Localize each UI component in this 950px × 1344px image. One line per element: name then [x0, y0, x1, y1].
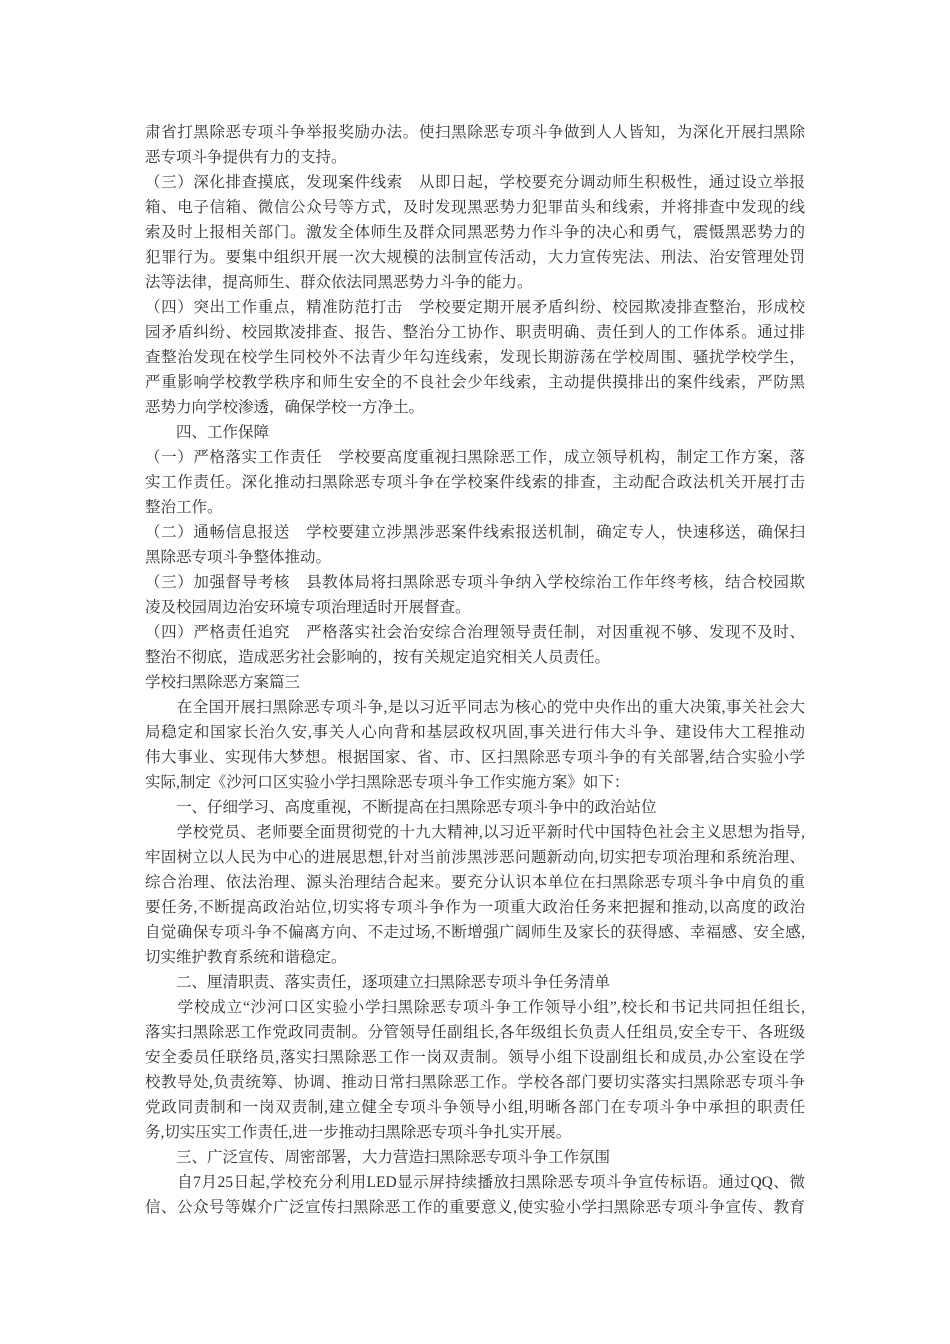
text-line: 整治工作。 [145, 499, 223, 516]
text-line: 综合治理、依法治理、源头治理结合起来。要充分认识本单位在扫黑除恶专项斗争中肩负的重 [145, 874, 805, 891]
paragraph [145, 120, 805, 170]
text-line: 严重影响学校教学秩序和师生安全的不良社会少年线索，主动提供摸排出的案件线索，严防黑 [145, 374, 805, 391]
paragraph [145, 520, 805, 570]
paragraph [145, 995, 805, 1145]
paragraph [145, 445, 805, 520]
paragraph [145, 570, 805, 620]
text-line: 落实扫黑除恶工作党政同责制。分管领导任副组长,各年级组长负责人任组员,安全专干、各班级 [145, 1024, 805, 1041]
text-line: 务,切实压实工作责任,进一步推动扫黑除恶专项斗争扎实开展。 [145, 1124, 572, 1141]
paragraph [145, 295, 805, 420]
text-line: 安全委员任联络员,落实扫黑除恶工作一岗双责制。领导小组下设副组长和成员,办公室设在学 [145, 1049, 805, 1066]
text-line: 箱、电子信箱、微信公众号等方式，及时发现黑恶势力犯罪苗头和线索，并将排查中发现的线 [145, 199, 805, 216]
text-line: 要任务,不断提高政治站位,切实将专项斗争作为一项重大政治任务来把握和推动,以高度的政治 [145, 899, 805, 916]
paragraph [145, 1145, 805, 1170]
text-line: 党政同责制和一岗双责制,建立健全专项斗争领导小组,明晰各部门在专项斗争中承担的职责任 [145, 1099, 805, 1116]
paragraph [145, 170, 805, 295]
text-line: 黑除恶专项斗争整体推动。 [145, 549, 332, 566]
text-line: 肃省打黑除恶专项斗争举报奖励办法。使扫黑除恶专项斗争做到人人皆知，为深化开展扫黑除 [145, 124, 805, 141]
text-line: 校教导处,负责统筹、协调、推动日常扫黑除恶工作。学校各部门要切实落实扫黑除恶专项斗争 [145, 1074, 805, 1091]
text-line: 法等法律，提高师生、群众依法同黑恶势力斗争的能力。 [145, 274, 533, 291]
paragraph [145, 670, 805, 695]
text-line: 恶势力向学校渗透，确保学校一方净土。 [145, 399, 425, 416]
text-line: 在全国开展扫黑除恶专项斗争,是以习近平同志为核心的党中央作出的重大决策,事关社会大 [145, 699, 805, 716]
text-line: （四）严格责任追究 严格落实社会治安综合治理领导责任制，对因重视不够、发现不及时、 [145, 624, 805, 641]
text-line: 凌及校园周边治安环境专项治理适时开展督查。 [145, 599, 471, 616]
paragraph [145, 795, 805, 820]
text-line: 切实维护教育系统和谐稳定。 [145, 949, 347, 966]
text-line: 一、仔细学习、高度重视，不断提高在扫黑除恶专项斗争中的政治站位 [145, 799, 657, 816]
text-line: （四）突出工作重点，精准防范打击 学校要定期开展矛盾纠纷、校园欺凌排查整治，形成校 [145, 299, 805, 316]
document-page [145, 0, 805, 1220]
paragraph [145, 620, 805, 670]
text-line: 整治不彻底，造成恶劣社会影响的，按有关规定追究相关人员责任。 [145, 649, 611, 666]
text-line: 自7月25日起,学校充分利用LED显示屏持续播放扫黑除恶专项斗争宣传标语。通过QQ、微 [145, 1174, 805, 1191]
text-line: 二、厘清职责、落实责任，逐项建立扫黑除恶专项斗争任务清单 [145, 974, 611, 991]
text-line: 四、工作保障 [145, 424, 270, 441]
text-line: （三）加强督导考核 县教体局将扫黑除恶专项斗争纳入学校综治工作年终考核，结合校园欺 [145, 574, 805, 591]
text-line: （二）通畅信息报送 学校要建立涉黑涉恶案件线索报送机制，确定专人，快速移送，确保扫 [145, 524, 805, 541]
text-line: 学校扫黑除恶方案篇三 [145, 674, 301, 691]
text-line: 索及时上报相关部门。激发全体师生及群众同黑恶势力作斗争的决心和勇气，震慑黑恶势力的 [145, 224, 805, 241]
paragraph [145, 970, 805, 995]
paragraph [145, 695, 805, 795]
text-line: 三、广泛宣传、周密部署，大力营造扫黑除恶专项斗争工作氛围 [145, 1149, 611, 1166]
text-line: 信、公众号等媒介广泛宣传扫黑除恶工作的重要意义,使实验小学扫黑除恶专项斗争宣传、教育 [145, 1199, 805, 1216]
text-line: （三）深化排查摸底，发现案件线索 从即日起，学校要充分调动师生积极性，通过设立举报 [145, 174, 805, 191]
text-line: 学校党员、老师要全面贯彻党的十九大精神,以习近平新时代中国特色社会主义思想为指导, [145, 824, 805, 841]
text-line: 自觉确保专项斗争不偏离方向、不走过场,不断增强广阔师生及家长的获得感、幸福感、安全感, [145, 924, 805, 941]
paragraph [145, 1170, 805, 1220]
text-line: 查整治发现在校学生同校外不法青少年勾连线索，发现长期游荡在学校周围、骚扰学校学生， [145, 349, 805, 366]
text-line: 学校成立“沙河口区实验小学扫黑除恶专项斗争工作领导小组”,校长和书记共同担任组长, [145, 999, 805, 1016]
text-line: 局稳定和国家长治久安,事关人心向背和基层政权巩固,事关进行伟大斗争、建设伟大工程推动 [145, 724, 805, 741]
text-line: 伟大事业、实现伟大梦想。根据国家、省、市、区扫黑除恶专项斗争的有关部署,结合实验小学 [145, 749, 805, 766]
paragraph [145, 820, 805, 970]
text-line: 实工作责任。深化推动扫黑除恶专项斗争在学校案件线索的排查，主动配合政法机关开展打击 [145, 474, 805, 491]
text-line: 牢固树立以人民为中心的进展思想,针对当前涉黑涉恶问题新动向,切实把专项治理和系统治理、 [145, 849, 805, 866]
text-line: 犯罪行为。要集中组织开展一次大规模的法制宣传活动，大力宣传宪法、刑法、治安管理处罚 [145, 249, 805, 266]
text-line: （一）严格落实工作责任 学校要高度重视扫黑除恶工作，成立领导机构，制定工作方案，落 [145, 449, 805, 466]
paragraph [145, 420, 805, 445]
text-line: 园矛盾纠纷、校园欺凌排查、报告、整治分工协作、职责明确、责任到人的工作体系。通过排 [145, 324, 805, 341]
text-line: 实际,制定《沙河口区实验小学扫黑除恶专项斗争工作实施方案》如下： [145, 774, 630, 791]
text-line: 恶专项斗争提供有力的支持。 [145, 149, 347, 166]
